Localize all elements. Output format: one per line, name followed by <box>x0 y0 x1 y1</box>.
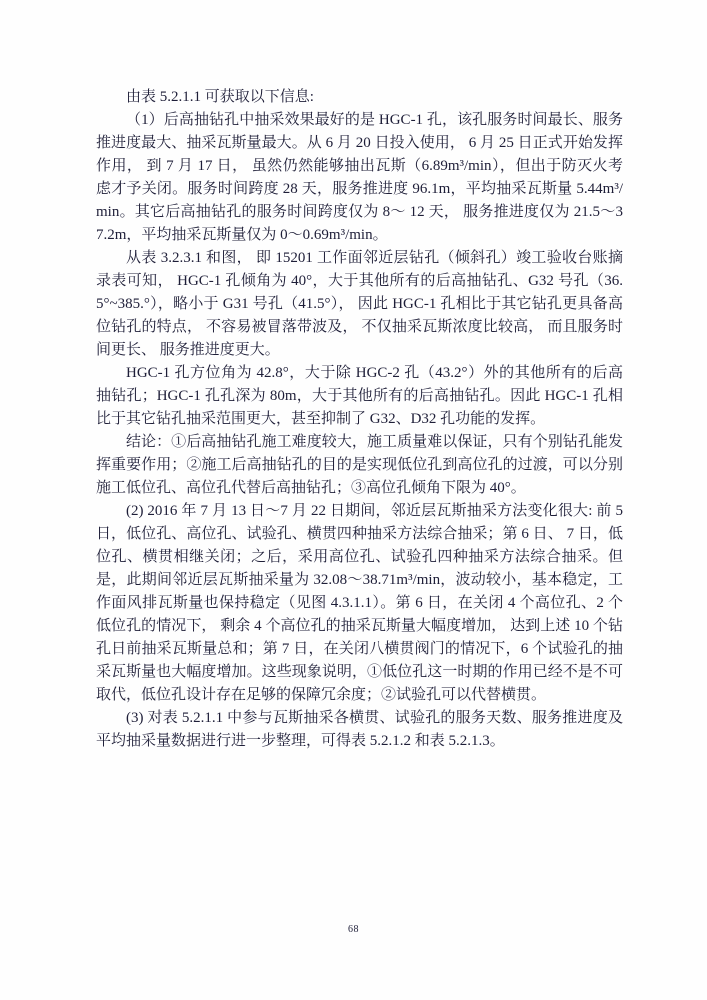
paragraph: (2) 2016 年 7 月 13 日～7 月 22 日期间，邻近层瓦斯抽采方法变化很大: 前 5 日，低位孔、高位孔、试验孔、横贯四种抽采方法综合抽采；第 6 日、 7 日，低位孔、横贯相继关闭；之后，采用高位孔、试验孔四种抽采方法综合抽采。但是，此期间邻近层瓦斯抽采量为 32.08～38.71m³/min，波动较小，基本稳定，工作面风排瓦斯量也保持稳定（见图 4.3.1.1）。第 6 日，在关闭 4 个高位孔、2 个低位孔的情况下， 剩余 4 个高位孔的抽采瓦斯量大幅度增加， 达到上述 10 个钻孔日前抽采瓦斯量总和；第 7 日，在关闭八横贯阀门的情况下，6 个试验孔的抽采瓦斯量也大幅度增加。这些现象说明，①低位孔这一时期的作用已经不是不可取代，低位孔设计存在足够的保障冗余度；②试验孔可以代替横贯。 <box>96 503 623 703</box>
paragraph: （1）后高抽钻孔中抽采效果最好的是 HGC-1 孔，该孔服务时间最长、服务推进度最大、抽采瓦斯量最大。从 6 月 20 日投入使用， 6 月 25 日正式开始发挥作用， 到 7 月 17 日， 虽然仍然能够抽出瓦斯（6.89m³/min），但出于防灭火考虑才予关闭。服务时间跨度 28 天，服务推进度 96.1m，平均抽采瓦斯量 5.44m³/min。其它后高抽钻孔的服务时间跨度仅为 8～ 12 天， 服务推进度仅为 21.5～37.2m，平均抽采瓦斯量仅为 0～0.69m³/min。 <box>96 112 623 243</box>
paragraph: 从表 3.2.3.1 和图， 即 15201 工作面邻近层钻孔（倾斜孔）竣工验收台账摘录表可知， HGC-1 孔倾角为 40°，大于其他所有的后高抽钻孔、G32 号孔（36.5°~385.°），略小于 G31 号孔（41.5°）， 因此 HGC-1 孔相比于其它钻孔更具备高位钻孔的特点， 不容易被冒落带波及， 不仅抽采瓦斯浓度比较高， 而且服务时间更长、 服务推进度更大。 <box>96 250 623 358</box>
document-body <box>96 86 623 753</box>
paragraph: 结论：①后高抽钻孔施工难度较大，施工质量难以保证，只有个别钻孔能发挥重要作用；②施工后高抽钻孔的目的是实现低位孔到高位孔的过渡，可以分别施工低位孔、高位孔代替后高抽钻孔；③高位孔倾角下限为 40°。 <box>96 434 623 496</box>
paragraph: HGC-1 孔方位角为 42.8°，大于除 HGC-2 孔（43.2°）外的其他所有的后高抽钻孔；HGC-1 孔孔深为 80m，大于其他所有的后高抽钻孔。因此 HGC-1 孔相比于其它钻孔抽采范围更大，甚至抑制了 G32、D32 孔功能的发挥。 <box>96 365 623 427</box>
paragraph: (3) 对表 5.2.1.1 中参与瓦斯抽采各横贯、试验孔的服务天数、服务推进度及平均抽采量数据进行进一步整理，可得表 5.2.1.2 和表 5.2.1.3。 <box>96 710 623 749</box>
paragraph: 由表 5.2.1.1 可获取以下信息: <box>126 89 314 105</box>
page-number: 68 <box>348 924 359 935</box>
